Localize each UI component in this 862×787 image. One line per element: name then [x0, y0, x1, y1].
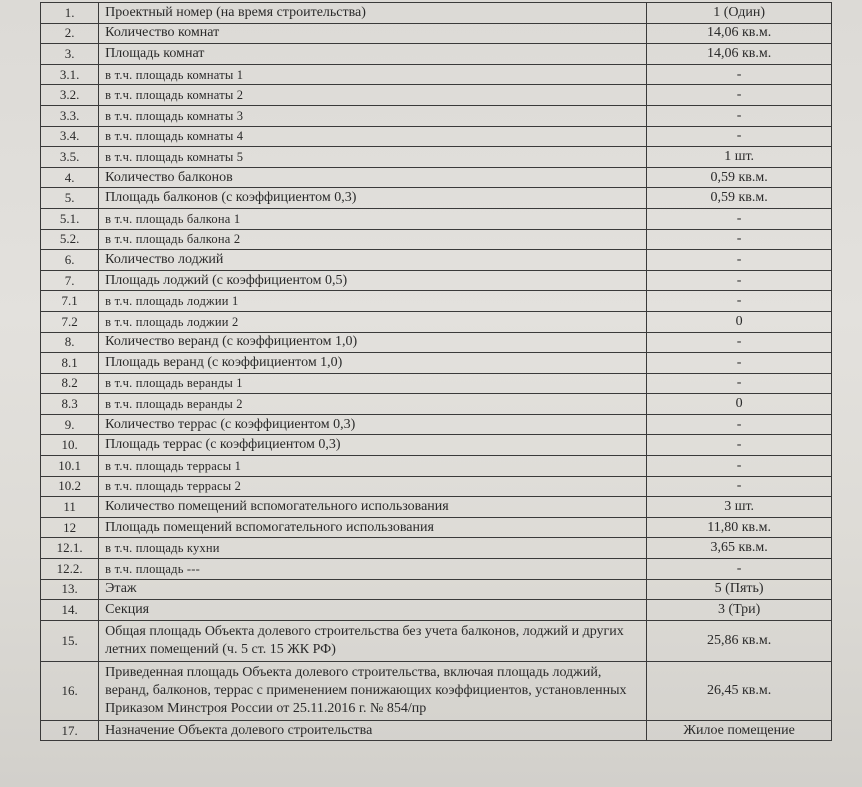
table-row	[41, 394, 832, 415]
table-row	[41, 105, 832, 126]
table-row	[41, 456, 832, 477]
row-number: 12	[41, 517, 99, 538]
table-row	[41, 414, 832, 435]
table-row	[41, 23, 832, 44]
row-number: 3.2.	[41, 85, 99, 106]
row-number: 15.	[41, 620, 99, 661]
row-value: -	[647, 270, 832, 291]
row-label: в т.ч. площадь комнаты 2	[99, 85, 647, 106]
row-label: в т.ч. площадь террасы 1	[99, 456, 647, 477]
row-number: 5.1.	[41, 208, 99, 229]
row-value: 5 (Пять)	[647, 579, 832, 600]
table-row	[41, 538, 832, 559]
row-value: 0,59 кв.м.	[647, 167, 832, 188]
table-row	[41, 229, 832, 250]
row-value: -	[647, 291, 832, 312]
row-number: 3.4.	[41, 126, 99, 147]
row-label: Количество веранд (с коэффициентом 1,0)	[99, 332, 647, 353]
row-number: 14.	[41, 600, 99, 621]
table-row	[41, 435, 832, 456]
row-value: 14,06 кв.м.	[647, 23, 832, 44]
row-value: -	[647, 126, 832, 147]
row-number: 3.5.	[41, 147, 99, 168]
row-value: 14,06 кв.м.	[647, 44, 832, 65]
table-row	[41, 353, 832, 374]
row-number: 8.2	[41, 373, 99, 394]
row-label: Количество балконов	[99, 167, 647, 188]
table-row	[41, 147, 832, 168]
row-number: 13.	[41, 579, 99, 600]
table-row	[41, 44, 832, 65]
row-value: 26,45 кв.м.	[647, 661, 832, 720]
table-row	[41, 167, 832, 188]
row-label: в т.ч. площадь веранды 2	[99, 394, 647, 415]
row-value: 0	[647, 394, 832, 415]
table-row	[41, 311, 832, 332]
row-number: 10.	[41, 435, 99, 456]
row-label: Площадь балконов (с коэффициентом 0,3)	[99, 188, 647, 209]
row-number: 9.	[41, 414, 99, 435]
table-row	[41, 3, 832, 24]
row-value: 0,59 кв.м.	[647, 188, 832, 209]
row-label: Проектный номер (на время строительства)	[99, 3, 647, 24]
row-label: Приведенная площадь Объекта долевого строительства, включая площадь лоджий, веранд, балконов, террас с применением понижающих коэффициентов, установленных Приказом Минстроя России от 25.11.2016 г. № 854/пр	[99, 661, 647, 720]
row-value: 0	[647, 311, 832, 332]
table-row	[41, 126, 832, 147]
row-value: -	[647, 64, 832, 85]
row-number: 5.	[41, 188, 99, 209]
row-number: 7.2	[41, 311, 99, 332]
row-value: -	[647, 435, 832, 456]
row-value: -	[647, 476, 832, 497]
row-value: -	[647, 353, 832, 374]
row-number: 5.2.	[41, 229, 99, 250]
row-label: Количество террас (с коэффициентом 0,3)	[99, 414, 647, 435]
row-label: Количество лоджий	[99, 250, 647, 271]
table-row	[41, 559, 832, 580]
table-row	[41, 332, 832, 353]
table-row	[41, 208, 832, 229]
row-number: 3.	[41, 44, 99, 65]
row-number: 4.	[41, 167, 99, 188]
row-label: в т.ч. площадь комнаты 5	[99, 147, 647, 168]
row-label: Этаж	[99, 579, 647, 600]
row-number: 8.	[41, 332, 99, 353]
row-number: 11	[41, 497, 99, 518]
row-value: 11,80 кв.м.	[647, 517, 832, 538]
row-label: Площадь террас (с коэффициентом 0,3)	[99, 435, 647, 456]
row-label: в т.ч. площадь кухни	[99, 538, 647, 559]
row-label: в т.ч. площадь комнаты 3	[99, 105, 647, 126]
row-value: -	[647, 559, 832, 580]
row-number: 2.	[41, 23, 99, 44]
row-label: Количество комнат	[99, 23, 647, 44]
table-row	[41, 661, 832, 720]
row-value: Жилое помещение	[647, 720, 832, 741]
row-value: -	[647, 332, 832, 353]
row-label: Общая площадь Объекта долевого строительства без учета балконов, лоджий и других летних помещений (ч. 5 ст. 15 ЖК РФ)	[99, 620, 647, 661]
row-value: 1 (Один)	[647, 3, 832, 24]
table-row	[41, 291, 832, 312]
row-number: 3.3.	[41, 105, 99, 126]
row-number: 16.	[41, 661, 99, 720]
row-value: 25,86 кв.м.	[647, 620, 832, 661]
row-number: 3.1.	[41, 64, 99, 85]
table-row	[41, 620, 832, 661]
row-value: 3,65 кв.м.	[647, 538, 832, 559]
table-row	[41, 600, 832, 621]
row-number: 8.3	[41, 394, 99, 415]
table-row	[41, 85, 832, 106]
row-label: Секция	[99, 600, 647, 621]
table-row	[41, 497, 832, 518]
table-row	[41, 270, 832, 291]
row-value: -	[647, 85, 832, 106]
row-number: 12.2.	[41, 559, 99, 580]
row-number: 1.	[41, 3, 99, 24]
row-value: -	[647, 373, 832, 394]
row-value: -	[647, 414, 832, 435]
table-row	[41, 476, 832, 497]
table-row	[41, 64, 832, 85]
table-row	[41, 720, 832, 741]
row-value: 3 шт.	[647, 497, 832, 518]
table-row	[41, 250, 832, 271]
row-label: в т.ч. площадь комнаты 4	[99, 126, 647, 147]
row-value: 3 (Три)	[647, 600, 832, 621]
apartment-characteristics-table	[40, 2, 832, 741]
row-value: -	[647, 250, 832, 271]
table-row	[41, 579, 832, 600]
row-label: в т.ч. площадь балкона 1	[99, 208, 647, 229]
row-number: 7.1	[41, 291, 99, 312]
row-number: 17.	[41, 720, 99, 741]
row-label: в т.ч. площадь ---	[99, 559, 647, 580]
row-number: 10.1	[41, 456, 99, 477]
row-label: в т.ч. площадь лоджии 2	[99, 311, 647, 332]
row-value: -	[647, 456, 832, 477]
row-label: в т.ч. площадь веранды 1	[99, 373, 647, 394]
table-row	[41, 188, 832, 209]
row-label: Площадь веранд (с коэффициентом 1,0)	[99, 353, 647, 374]
row-label: в т.ч. площадь лоджии 1	[99, 291, 647, 312]
row-value: -	[647, 208, 832, 229]
row-value: -	[647, 105, 832, 126]
row-value: 1 шт.	[647, 147, 832, 168]
row-number: 8.1	[41, 353, 99, 374]
row-value: -	[647, 229, 832, 250]
row-label: Площадь лоджий (с коэффициентом 0,5)	[99, 270, 647, 291]
row-label: Площадь комнат	[99, 44, 647, 65]
row-number: 7.	[41, 270, 99, 291]
table-row	[41, 517, 832, 538]
row-label: в т.ч. площадь террасы 2	[99, 476, 647, 497]
row-number: 6.	[41, 250, 99, 271]
row-label: Площадь помещений вспомогательного использования	[99, 517, 647, 538]
table-row	[41, 373, 832, 394]
row-number: 10.2	[41, 476, 99, 497]
row-label: Назначение Объекта долевого строительства	[99, 720, 647, 741]
row-number: 12.1.	[41, 538, 99, 559]
row-label: Количество помещений вспомогательного использования	[99, 497, 647, 518]
row-label: в т.ч. площадь балкона 2	[99, 229, 647, 250]
row-label: в т.ч. площадь комнаты 1	[99, 64, 647, 85]
